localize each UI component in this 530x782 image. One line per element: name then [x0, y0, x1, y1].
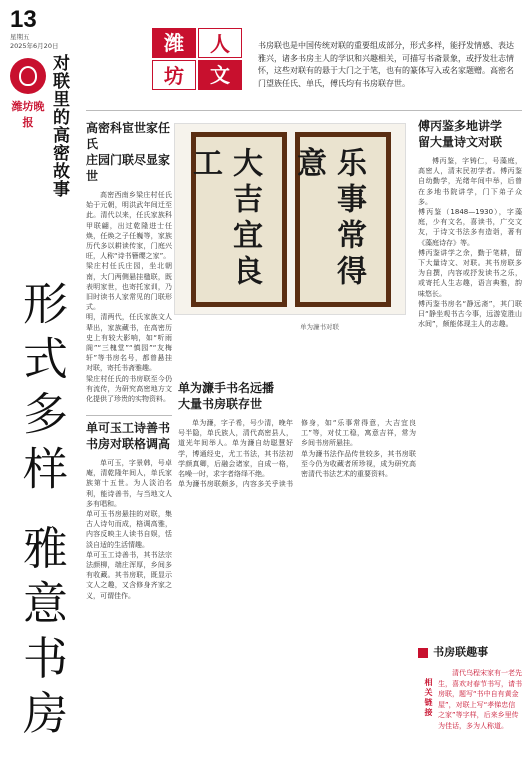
- article-2: [86, 420, 172, 778]
- weekday: 星期五: [10, 33, 30, 41]
- paper-name: 潍坊晚报: [11, 100, 45, 129]
- article-3: [178, 380, 416, 778]
- badge-char-4: 文: [198, 60, 242, 90]
- article-1-body: 高密西南乡梁庄村任氏始于元朝，明洪武年间迁至此。清代以来，任氏家族科甲联翩，出过乾隆进士任焕，任焕之子任巍等，家族历代多以耕读传家，门庭兴旺，人称“诗书簪缨之家”。 梁庄村任氏庄园，坐北朝南，大门两侧悬挂楹联，既表明家世，也寄托家训，乃旧时读书人家常见的门联形式。 明，清两代，任氏家族文人辈出，家族藏书，在高密历史上有较大影响，如“听雨阁”“三槐堂”“慎园”“友梅轩”等书房名号，都曾悬挂对联，寄托书斋雅趣。 梁庄村任氏的书房联至今仍有流传，为研究高密地方文化提供了珍贵的实物资料。: [86, 191, 172, 404]
- left-scroll: [187, 132, 287, 307]
- intro-paragraph: 书房联也是中国传统对联的重要组成部分，形式多样，能抒发情感、表达雅兴，诸多书房主人的学识和兴趣相关，可描写书斋景象，或抒发壮志情怀，这些对联有的悬于大门之于笔，也有的篆体写入或名家题赠。高密名门望族任氏、单氏，傅氏均有书房联存世。: [258, 41, 514, 88]
- article-4-title: 傅丙鉴多地讲学 留大量诗文对联: [418, 119, 503, 149]
- couplet-photo: [174, 123, 406, 315]
- badge-char-2: 人: [198, 28, 242, 58]
- article-4-body: 傅丙鉴，字铸仁，号藻庭，高密人，清末民初学者。傅丙鉴自幼勤学，光绪年间中举，后曾在多地书院讲学，门下弟子众多。 傅丙鉴（1848—1930），字藻庭，少有文名，喜读书，广交文友，于诗文书法多有造诣，著有《藻庭诗存》等。 傅丙鉴讲学之余，勤于笔耕，留下大量诗文、对联。其书房联多为自撰，内容或抒发读书之乐，或寄托人生志趣，语言典雅，韵味悠长。 傅丙鉴书房名“静远斋”，其门联曰“静坐观书古今事，远游览胜山水间”，颇能体现主人的志趣。: [418, 157, 522, 329]
- divider: [86, 415, 172, 416]
- date: 2025年6月20日: [10, 41, 59, 50]
- article-1-title: 高密科宦世家任氏 庄园门联尽显家世: [86, 121, 171, 183]
- left-scroll-text: 大吉宜良工: [187, 147, 262, 291]
- badge-char-3: 坊: [152, 60, 196, 90]
- related-tag: 相关链接: [424, 678, 433, 718]
- divider: [86, 110, 522, 111]
- page-number: 13: [10, 6, 37, 33]
- related-header: [418, 642, 522, 661]
- section-badge: [152, 28, 250, 100]
- main-title: 形式多样 雅意书房: [15, 280, 68, 745]
- column-kicker: 对联里的高密故事: [49, 54, 69, 198]
- page-date: [10, 33, 58, 50]
- article-2-body: 单可玉，字景韩，号卓庵，清乾隆年间人，单氏家族第十五世。为人淡泊名利，能诗善书，与当地文人多有唱和。 单可玉书房悬挂的对联，集古人诗句而成，格调高雅，内容反映主人读书自娱，恬淡自适的生活情趣。 单可玉工诗善书，其书法宗法颜柳，端庄浑厚，乡间多有收藏。其书房联，既显示文人之趣，又含修身齐家之义，可谓佳作。: [86, 459, 172, 600]
- related-heading: 书房联趣事: [433, 645, 489, 659]
- bullet-icon: [418, 648, 428, 658]
- article-4: [418, 118, 522, 646]
- article-2-title: 单可玉工诗善书 书房对联格调高: [86, 421, 171, 451]
- newspaper-logo: [10, 58, 46, 94]
- article-3-body: 单为濂，字子希，号少清，晚年号半隐，单氏族人，清代高密县人，道光年间举人。单为濂自幼聪慧好学，博通经史，尤工书法，其书法初学颜真卿，后融会诸家，自成一格，名噪一时，求字者络绎不绝。 单为濂书房联颇多，内容多关乎读书修身，如“乐事常得意，大吉宜良工”等，对仗工稳，寓意吉祥，常为乡间书房所悬挂。 单为濂书法作品传世较多，其书房联至今仍为收藏者所珍视，成为研究高密清代书法艺术的重要资料。: [178, 419, 416, 489]
- photo-caption: 单为濂书对联: [300, 323, 339, 331]
- right-scroll: [291, 132, 391, 307]
- article-3-title: 单为濂手书名远播 大量书房联存世: [178, 381, 275, 411]
- article-1: [86, 120, 172, 458]
- logo-emblem-icon: [19, 66, 37, 86]
- right-scroll-text: 乐事常得意: [291, 147, 366, 291]
- related-text: 清代乌程宋家有一老先生，喜欢对春节书写，请书房联，题写“书中自有黄金屋”，对联上写“孝悌忠信之家”等字样，后来乡里传为佳话，多为人称道。: [438, 669, 522, 730]
- badge-char-1: 潍: [152, 28, 196, 58]
